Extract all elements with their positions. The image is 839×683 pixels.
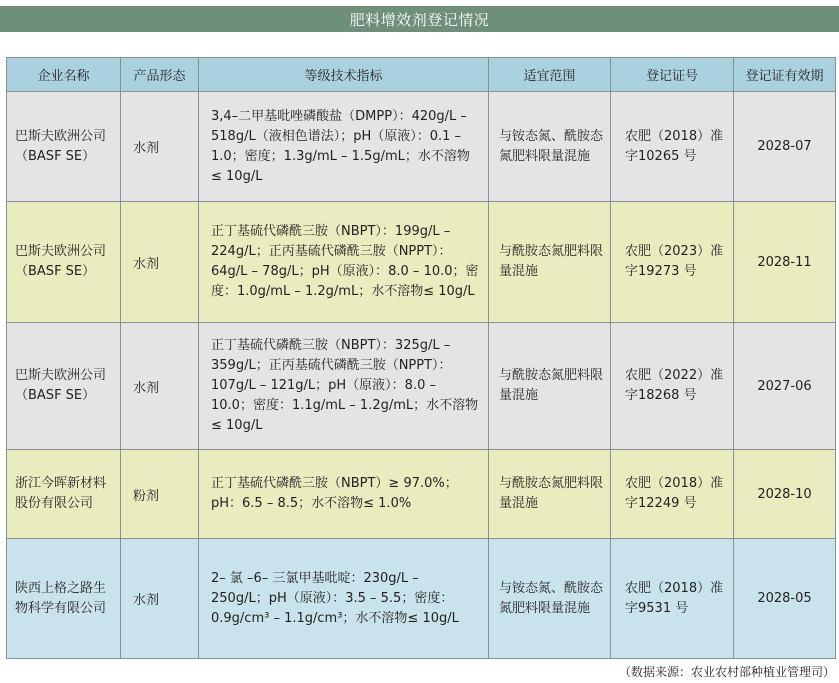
expiry-cell: 2027-06 <box>734 323 836 450</box>
data-source-note: （数据来源：农业农村部种植业管理司） <box>618 665 835 679</box>
table-header-row <box>7 58 836 92</box>
form-cell: 粉剂 <box>121 450 199 539</box>
form-cell: 水剂 <box>121 539 199 659</box>
cert-cell: 农肥（2018）准字10265 号 <box>611 92 734 202</box>
spec-cell: 正丁基硫代磷酰三胺（NBPT）：325g/L – 359g/L；正丙基硫代磷酰三胺（NPPT）：107g/L – 121g/L；pH（原液）：8.0 – 10.0；密度：1.1g/mL – 1.2g/mL；水不溶物≤ 10g/L <box>199 323 489 450</box>
spec-cell: 正丁基硫代磷酰三胺（NBPT）≥ 97.0%；pH：6.5 – 8.5；水不溶物≤ 1.0% <box>199 450 489 539</box>
form-cell: 水剂 <box>121 202 199 323</box>
header-form: 产品形态 <box>121 58 199 92</box>
scope-cell: 与酰胺态氮肥料限量混施 <box>489 202 611 323</box>
spec-cell: 3,4–二甲基吡唑磷酸盐（DMPP）：420g/L – 518g/L（液相色谱法）；pH（原液）：0.1 – 1.0；密度；1.3g/mL – 1.5g/mL；水不溶物≤ 10g/L <box>199 92 489 202</box>
spec-cell: 2– 氯 –6– 三氯甲基吡啶：230g/L – 250g/L；pH（原液）：3.5 – 5.5；密度：0.9g/cm³ – 1.1g/cm³；水不溶物≤ 10g/L <box>199 539 489 659</box>
table-row <box>7 92 836 202</box>
form-cell: 水剂 <box>121 92 199 202</box>
scope-cell: 与铵态氮、酰胺态氮肥料限量混施 <box>489 539 611 659</box>
header-scope: 适宜范围 <box>489 58 611 92</box>
header-cert: 登记证号 <box>611 58 734 92</box>
table-row <box>7 202 836 323</box>
spec-cell: 正丁基硫代磷酰三胺（NBPT）：199g/L – 224g/L；正丙基硫代磷酰三胺（NPPT）：64g/L – 78g/L；pH（原液）：8.0 – 10.0；密度：1.0g/mL – 1.2g/mL；水不溶物≤ 10g/L <box>199 202 489 323</box>
expiry-cell: 2028-07 <box>734 92 836 202</box>
cert-cell: 农肥（2023）准字19273 号 <box>611 202 734 323</box>
table-row <box>7 450 836 539</box>
table-row <box>7 539 836 659</box>
header-company: 企业名称 <box>7 58 121 92</box>
expiry-cell: 2028-05 <box>734 539 836 659</box>
cert-cell: 农肥（2018）准字12249 号 <box>611 450 734 539</box>
company-cell: 巴斯夫欧洲公司（BASF SE） <box>7 323 121 450</box>
scope-cell: 与酰胺态氮肥料限量混施 <box>489 450 611 539</box>
form-cell: 水剂 <box>121 323 199 450</box>
scope-cell: 与铵态氮、酰胺态氮肥料限量混施 <box>489 92 611 202</box>
company-cell: 陕西上格之路生物科学有限公司 <box>7 539 121 659</box>
cert-cell: 农肥（2022）准字18268 号 <box>611 323 734 450</box>
header-expiry: 登记证有效期 <box>734 58 836 92</box>
registration-table <box>6 57 836 659</box>
scope-cell: 与酰胺态氮肥料限量混施 <box>489 323 611 450</box>
expiry-cell: 2028-11 <box>734 202 836 323</box>
cert-cell: 农肥（2018）准字9531 号 <box>611 539 734 659</box>
table-title: 肥料增效剂登记情况 <box>0 6 839 32</box>
expiry-cell: 2028-10 <box>734 450 836 539</box>
company-cell: 巴斯夫欧洲公司（BASF SE） <box>7 202 121 323</box>
company-cell: 浙江今晖新材料股份有限公司 <box>7 450 121 539</box>
header-spec: 等级技术指标 <box>199 58 489 92</box>
company-cell: 巴斯夫欧洲公司（BASF SE） <box>7 92 121 202</box>
table-row <box>7 323 836 450</box>
